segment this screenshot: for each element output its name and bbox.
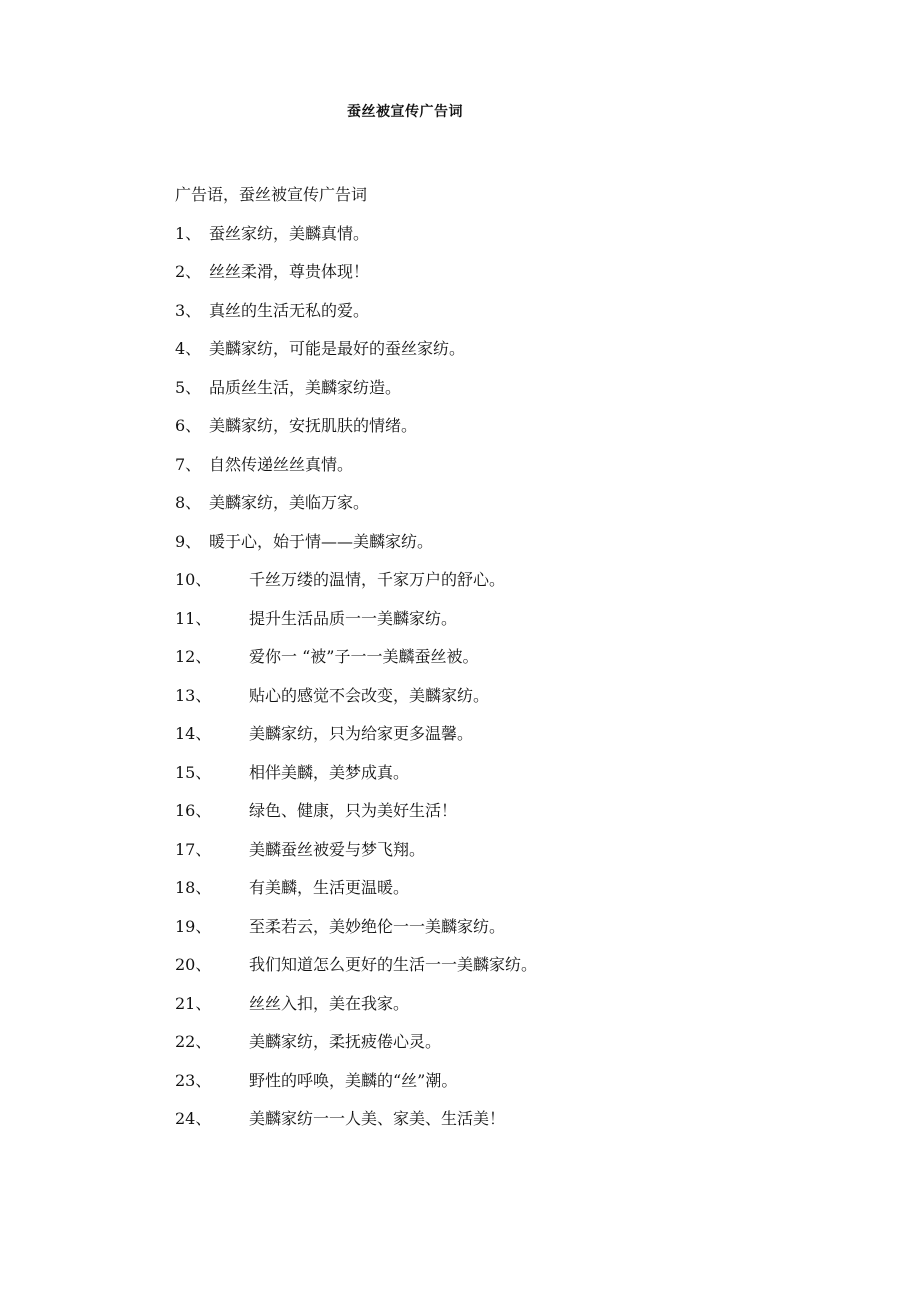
list-item — [175, 1106, 875, 1145]
item-number: 24、 — [175, 1109, 212, 1128]
item-number: 13、 — [175, 685, 212, 705]
item-text: 美麟家纺一一人美、家美、生活美！ — [249, 1109, 506, 1128]
item-text: 蚕丝家纺，美麟真情。 — [209, 223, 370, 243]
item-number: 18、 — [175, 878, 212, 897]
item-number: 16、 — [175, 801, 212, 820]
item-text: 至柔若云，美妙绝伦一一美麟家纺。 — [249, 916, 506, 936]
list-item — [175, 259, 875, 298]
item-text: 品质丝生活，美麟家纺造。 — [209, 377, 402, 397]
item-number: 5、 — [175, 377, 202, 397]
item-text: 绿色、健康，只为美好生活！ — [249, 801, 458, 820]
list-item — [175, 336, 875, 375]
list-item — [175, 413, 875, 452]
item-number: 19、 — [175, 916, 212, 936]
item-text: 相伴美麟，美梦成真。 — [249, 762, 410, 782]
item-number: 22、 — [175, 1032, 212, 1051]
item-number: 4、 — [175, 339, 202, 358]
item-number: 11、 — [175, 608, 212, 628]
item-text: 真丝的生活无私的爱。 — [209, 300, 370, 320]
item-text: 有美麟，生活更温暖。 — [249, 878, 410, 897]
list-item — [175, 529, 875, 568]
list-item — [175, 798, 875, 837]
item-number: 14、 — [175, 724, 212, 743]
item-text: 丝丝柔滑，尊贵体现！ — [209, 262, 370, 281]
item-text: 自然传递丝丝真情。 — [209, 454, 354, 474]
intro-line: 广告语，蚕丝被宣传广告词 — [175, 185, 368, 204]
list-item — [175, 837, 875, 876]
item-text: 美麟家纺，美临万家。 — [209, 493, 370, 512]
list-item — [175, 683, 875, 722]
list-item — [175, 452, 875, 491]
item-text: 美麟家纺，只为给家更多温馨。 — [249, 724, 474, 743]
list-item — [175, 991, 875, 1030]
page-title: 蚕丝被宣传广告词 — [347, 104, 463, 120]
item-number: 8、 — [175, 493, 202, 512]
item-text: 我们知道怎么更好的生活一一美麟家纺。 — [249, 955, 538, 974]
item-text: 提升生活品质一一美麟家纺。 — [249, 608, 458, 628]
list-item — [175, 952, 875, 991]
list-item — [175, 298, 875, 337]
item-number: 6、 — [175, 416, 202, 435]
item-number: 23、 — [175, 1070, 212, 1090]
item-number: 1、 — [175, 223, 202, 243]
item-number: 20、 — [175, 955, 212, 974]
item-number: 2、 — [175, 262, 202, 281]
item-text: 美麟蚕丝被爱与梦飞翔。 — [249, 839, 426, 859]
item-number: 7、 — [175, 454, 202, 474]
document-body — [175, 182, 875, 1145]
item-number: 9、 — [175, 531, 202, 551]
list-item — [175, 644, 875, 683]
item-number: 3、 — [175, 300, 202, 320]
list-item — [175, 1068, 875, 1107]
list-item — [175, 760, 875, 799]
list-item — [175, 221, 875, 260]
item-number: 17、 — [175, 839, 212, 859]
item-number: 15、 — [175, 762, 212, 782]
item-text: 爱你一 “被”子一一美麟蚕丝被。 — [249, 647, 479, 666]
item-text: 丝丝入扣，美在我家。 — [249, 993, 410, 1013]
list-item — [175, 721, 875, 760]
list-item — [175, 606, 875, 645]
item-text: 美麟家纺，可能是最好的蚕丝家纺。 — [209, 339, 466, 358]
list-item — [175, 875, 875, 914]
list-item — [175, 567, 875, 606]
list-item — [175, 375, 875, 414]
item-number: 10、 — [175, 570, 212, 589]
item-text: 千丝万缕的温情，千家万户的舒心。 — [249, 570, 506, 589]
item-text: 野性的呼唤，美麟的“丝”潮。 — [249, 1070, 458, 1090]
item-number: 12、 — [175, 647, 212, 666]
list-item — [175, 490, 875, 529]
list-item — [175, 914, 875, 953]
item-text: 美麟家纺，安抚肌肤的情绪。 — [209, 416, 418, 435]
list-item — [175, 1029, 875, 1068]
item-number: 21、 — [175, 993, 212, 1013]
item-text: 贴心的感觉不会改变，美麟家纺。 — [249, 685, 490, 705]
item-text: 暖于心，始于情——美麟家纺。 — [209, 531, 434, 551]
item-text: 美麟家纺，柔抚疲倦心灵。 — [249, 1032, 442, 1051]
